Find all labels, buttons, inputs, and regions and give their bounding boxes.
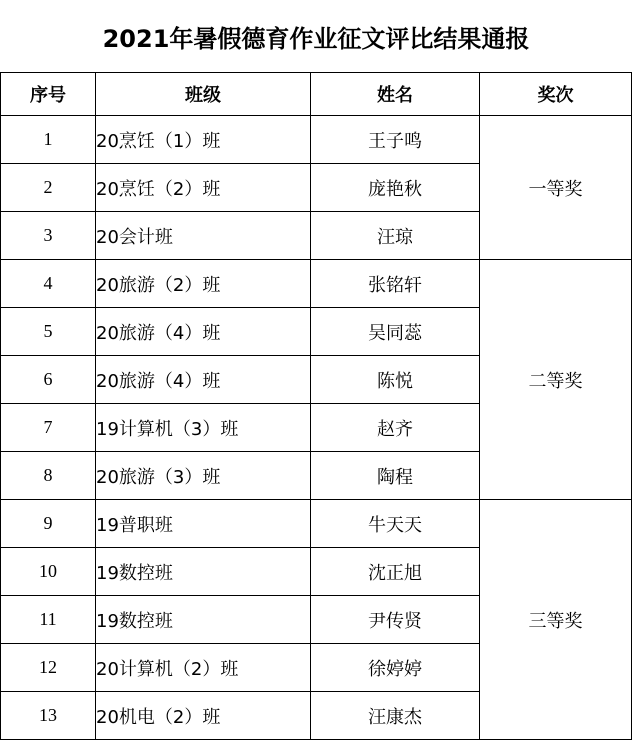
class-cell: 19数控班 bbox=[96, 548, 311, 596]
class-cell: 20旅游（4）班 bbox=[96, 308, 311, 356]
results-table bbox=[0, 72, 632, 740]
header-name: 姓名 bbox=[311, 73, 480, 116]
class-cell: 20机电（2）班 bbox=[96, 692, 311, 740]
seq-cell: 7 bbox=[1, 404, 96, 452]
seq-cell: 12 bbox=[1, 644, 96, 692]
header-class: 班级 bbox=[96, 73, 311, 116]
name-cell: 张铭轩 bbox=[311, 260, 480, 308]
award-cell-third: 三等奖 bbox=[480, 500, 632, 740]
class-cell: 20烹饪（2）班 bbox=[96, 164, 311, 212]
seq-cell: 13 bbox=[1, 692, 96, 740]
seq-cell: 6 bbox=[1, 356, 96, 404]
name-cell: 庞艳秋 bbox=[311, 164, 480, 212]
award-cell-first: 一等奖 bbox=[480, 116, 632, 260]
header-award: 奖次 bbox=[480, 73, 632, 116]
class-cell: 20旅游（4）班 bbox=[96, 356, 311, 404]
seq-cell: 11 bbox=[1, 596, 96, 644]
class-cell: 19计算机（3）班 bbox=[96, 404, 311, 452]
table-row bbox=[1, 116, 632, 164]
seq-cell: 2 bbox=[1, 164, 96, 212]
table-row bbox=[1, 260, 632, 308]
seq-cell: 5 bbox=[1, 308, 96, 356]
name-cell: 陈悦 bbox=[311, 356, 480, 404]
class-cell: 20旅游（2）班 bbox=[96, 260, 311, 308]
seq-cell: 9 bbox=[1, 500, 96, 548]
class-cell: 20烹饪（1）班 bbox=[96, 116, 311, 164]
table-row bbox=[1, 500, 632, 548]
class-cell: 20旅游（3）班 bbox=[96, 452, 311, 500]
name-cell: 徐婷婷 bbox=[311, 644, 480, 692]
award-cell-second: 二等奖 bbox=[480, 260, 632, 500]
name-cell: 赵齐 bbox=[311, 404, 480, 452]
name-cell: 王子鸣 bbox=[311, 116, 480, 164]
seq-cell: 3 bbox=[1, 212, 96, 260]
name-cell: 汪康杰 bbox=[311, 692, 480, 740]
class-cell: 19数控班 bbox=[96, 596, 311, 644]
header-seq: 序号 bbox=[1, 73, 96, 116]
class-cell: 20会计班 bbox=[96, 212, 311, 260]
name-cell: 汪琼 bbox=[311, 212, 480, 260]
seq-cell: 4 bbox=[1, 260, 96, 308]
class-cell: 19普职班 bbox=[96, 500, 311, 548]
name-cell: 尹传贤 bbox=[311, 596, 480, 644]
header-row bbox=[1, 73, 632, 116]
seq-cell: 1 bbox=[1, 116, 96, 164]
seq-cell: 8 bbox=[1, 452, 96, 500]
seq-cell: 10 bbox=[1, 548, 96, 596]
name-cell: 吴同蕊 bbox=[311, 308, 480, 356]
page-title: 2021年暑假德育作业征文评比结果通报 bbox=[102, 24, 530, 53]
class-cell: 20计算机（2）班 bbox=[96, 644, 311, 692]
name-cell: 沈正旭 bbox=[311, 548, 480, 596]
name-cell: 牛天天 bbox=[311, 500, 480, 548]
name-cell: 陶程 bbox=[311, 452, 480, 500]
